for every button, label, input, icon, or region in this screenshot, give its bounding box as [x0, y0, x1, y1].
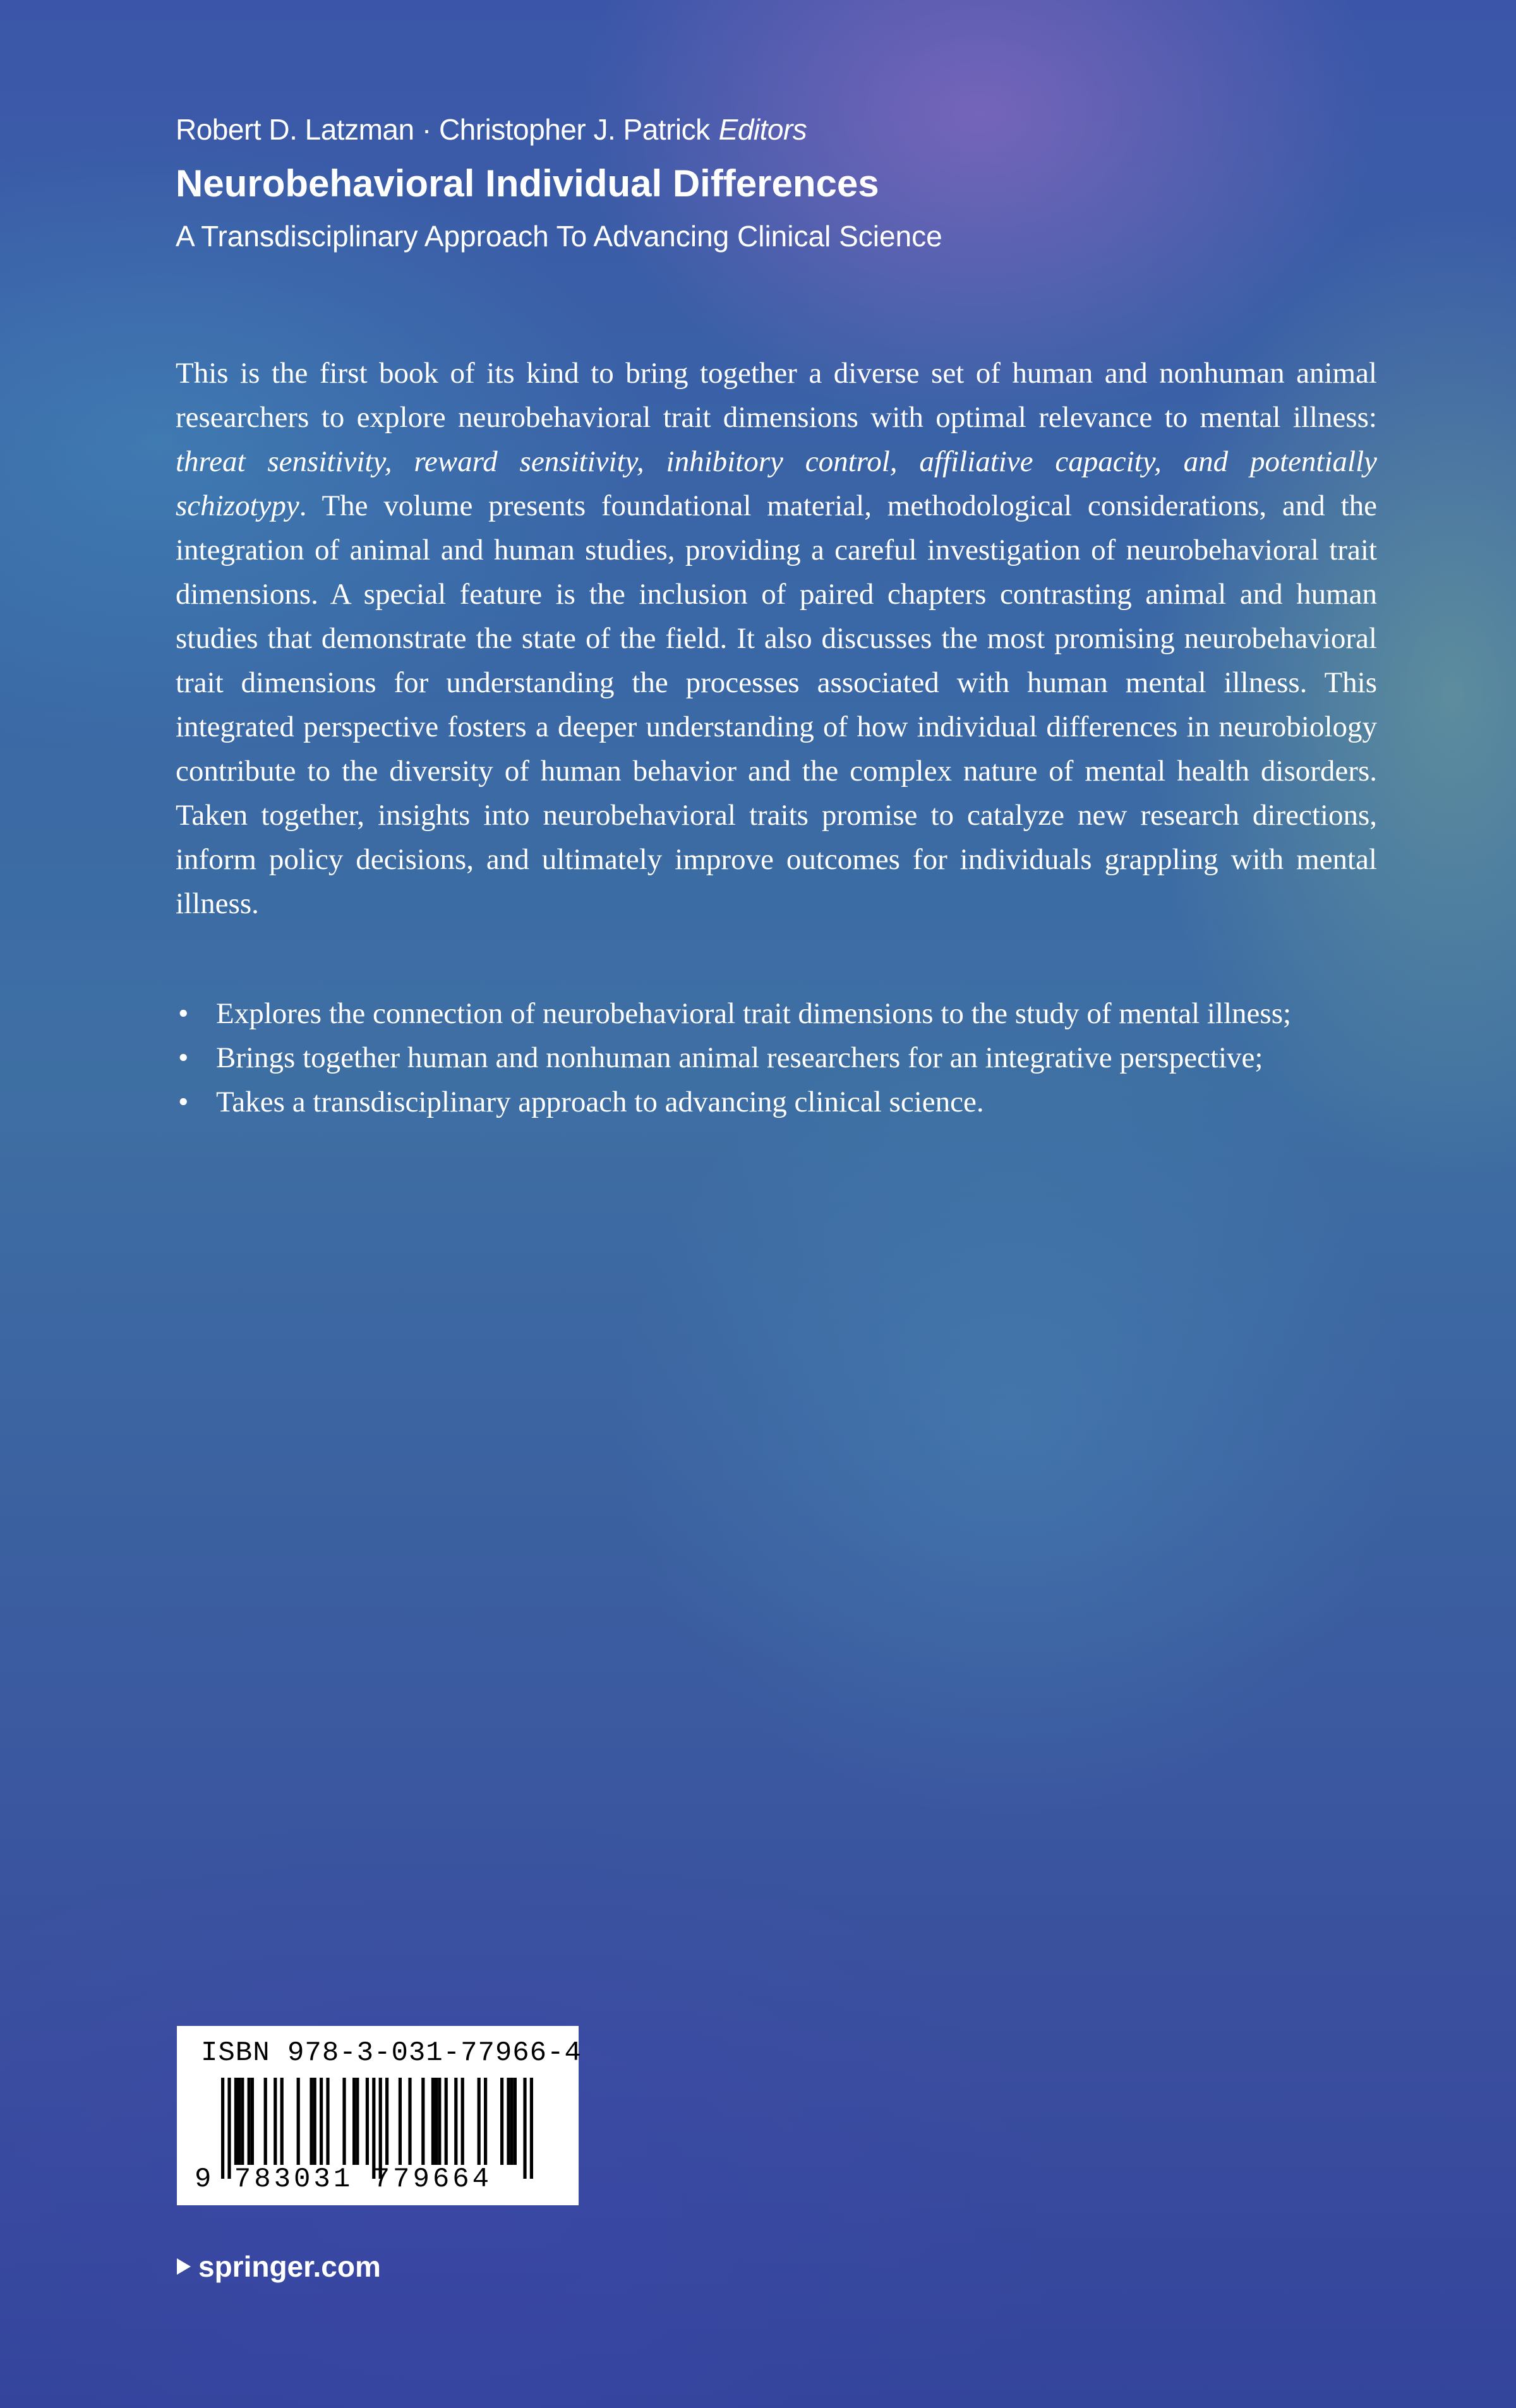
barcode-bar	[507, 2078, 510, 2165]
barcode-bar	[484, 2078, 487, 2165]
list-item	[176, 1080, 1377, 1124]
editors-names: Robert D. Latzman · Christopher J. Patrick	[176, 113, 710, 146]
book-subtitle: A Transdisciplinary Approach To Advancing Clinical Science	[176, 220, 942, 253]
barcode-bar	[514, 2078, 517, 2165]
feature-text: Explores the connection of neurobehavioral trait dimensions to the study of mental illness;	[216, 997, 1292, 1030]
barcode-bar	[421, 2078, 424, 2165]
feature-text: Takes a transdisciplinary approach to advancing clinical science.	[216, 1086, 984, 1118]
barcode-bar	[431, 2078, 435, 2165]
barcode-bar	[248, 2078, 251, 2165]
arrow-right-icon	[177, 2257, 191, 2276]
barcode-bar	[234, 2078, 238, 2165]
barcode-bar	[500, 2078, 503, 2165]
barcode-bar	[478, 2078, 481, 2165]
barcode-bar	[251, 2078, 254, 2165]
bullet-icon: •	[178, 1086, 189, 1118]
publisher-link[interactable]	[177, 2249, 381, 2284]
book-description	[176, 351, 1377, 926]
barcode-bar	[461, 2078, 464, 2165]
barcode-bar	[280, 2078, 284, 2165]
editors-line	[176, 112, 1376, 147]
barcode-bar	[399, 2078, 402, 2165]
feature-list	[176, 991, 1377, 1124]
list-item	[176, 991, 1377, 1036]
barcode-bar	[326, 2078, 329, 2165]
barcode-bar	[310, 2078, 313, 2165]
barcode-digits: 9 783031 779664	[195, 2164, 493, 2195]
publisher-url: springer.com	[198, 2250, 381, 2283]
isbn-label: ISBN 978-3-031-77966-4	[201, 2037, 582, 2069]
barcode-bar	[264, 2078, 267, 2165]
bullet-icon: •	[178, 997, 189, 1030]
cover-header	[176, 112, 1376, 254]
barcode-bar	[238, 2078, 241, 2165]
barcode-bar	[435, 2078, 438, 2165]
bullet-icon: •	[178, 1041, 189, 1074]
barcode-bar	[445, 2078, 448, 2165]
barcode-bar	[320, 2078, 323, 2165]
barcode-bar	[241, 2078, 244, 2165]
isbn-barcode	[177, 2026, 582, 2205]
barcode-bar	[385, 2078, 388, 2165]
description-text-1: This is the first book of its kind to bring together a diverse set of human and nonhuman animal researchers to explore neurobehavioral trait dimensions with optimal relevance to mental illness:	[176, 357, 1377, 434]
editors-role: Editors	[718, 113, 807, 146]
barcode-bar	[523, 2078, 526, 2179]
barcode-bar	[356, 2078, 359, 2165]
barcode-bar	[313, 2078, 316, 2165]
barcode-bar	[342, 2078, 346, 2165]
barcode-bar	[530, 2078, 533, 2179]
barcode-bar	[352, 2078, 356, 2165]
feature-text: Brings together human and nonhuman animal researchers for an integrative perspective;	[216, 1041, 1263, 1074]
barcode-bar	[454, 2078, 457, 2165]
barcode-bar	[297, 2078, 300, 2165]
list-item	[176, 1036, 1377, 1080]
barcode-bar	[274, 2078, 277, 2165]
description-text-2: . The volume presents foundational material, methodological considerations, and the integration of animal and human studies, providing a careful investigation of neurobehavioral trait dimensions. A special feature is the inclusion of paired chapters contrasting animal and human studies that demonstrate the state of the field. It also discusses the most promising neurobehavioral trait dimensions for understanding the processes associated with human mental illness. This integrated perspective fosters a deeper understanding of how individual differences in neurobiology contribute to the diversity of human behavior and the complex nature of mental health disorders. Taken together, insights into neurobehavioral traits promise to catalyze new research directions, inform policy decisions, and ultimately improve outcomes for individuals grappling with mental illness.	[176, 489, 1377, 920]
barcode-bar	[510, 2078, 514, 2165]
book-title: Neurobehavioral Individual Differences	[176, 162, 879, 205]
barcode-bar	[438, 2078, 441, 2165]
barcode-bar	[366, 2078, 369, 2165]
barcode-bar	[408, 2078, 411, 2165]
description-italic-traits: threat sensitivity, reward sensitivity, inhibitory control, affiliative capacity, and potentially schizotypy	[176, 445, 1377, 522]
